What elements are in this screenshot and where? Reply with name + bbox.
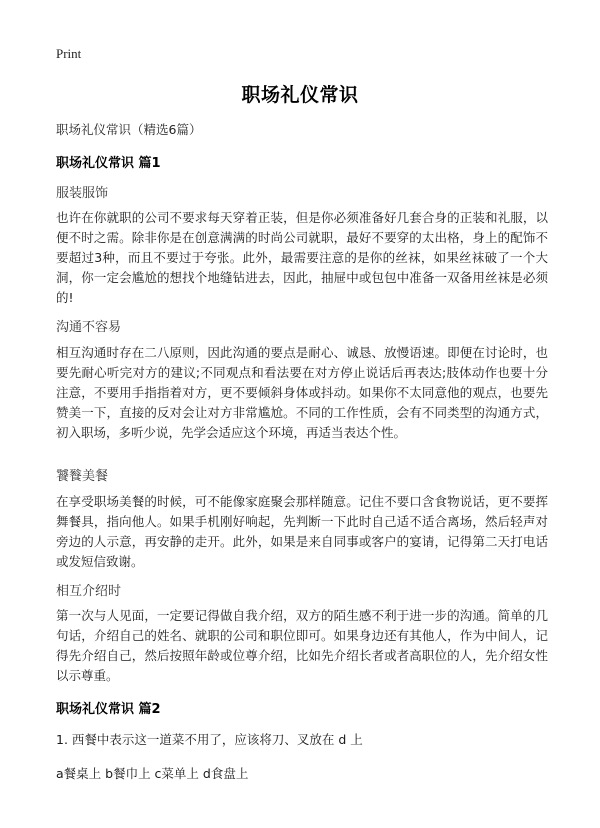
article-heading: 职场礼仪常识 篇1 [56,156,161,171]
page-title: 职场礼仪常识 [241,84,359,106]
section-title-communication: 沟通不容易 [56,320,122,335]
section-title-dining: 饕餮美餐 [56,469,109,484]
section-body-dining: 在享受职场美餐的时候，可不能像家庭聚会那样随意。记住不要口含食物说话，更不要挥舞餐具，指向他人。如果手机刚好响起，先判断一下此时自己适不适合离场，然后轻声对旁边的人示意，再安静的走开。此外，如果是来自同事或客户的宴请，记得第二天打电话或发短信致谢。 [56,494,548,569]
section-body-communication: 相互沟通时存在二八原则，因此沟通的要点是耐心、诚恳、放慢语速。即便在讨论时，也要先耐心听完对方的建议;不同观点和看法要在对方停止说话后再表达;肢体动作也要十分注意，不要用手指指着对方，更不要倾斜身体或抖动。如果你不太同意他的观点，也要先赞美一下，直接的反对会让对方非常尴尬。不同的工作性质，会有不同类型的沟通方式，初入职场，多听少说，先学会适应这个环境，再适当表达个性。 [56,345,548,440]
section-title-introductions: 相互介绍时 [56,584,122,599]
quiz-question: 1. 西餐中表示这一道菜不用了，应该将刀、叉放在 d 上 [56,732,363,747]
article-heading-2: 职场礼仪常识 篇2 [56,702,161,717]
section-body-introductions: 第一次与人见面，一定要记得做自我介绍，双方的陌生感不利于进一步的沟通。简单的几句话，介绍自己的姓名、就职的公司和职位即可。如果身边还有其他人，作为中间人，记得先介绍自己，然后按照年龄或位尊介绍，比如先介绍长者或者高职位的人，先介绍女性以示尊重。 [56,608,548,683]
print-link[interactable]: Print [56,46,82,61]
quiz-options: a餐桌上 b餐巾上 c菜单上 d食盘上 [56,766,249,781]
page-subtitle: 职场礼仪常识（精选6篇） [56,122,202,137]
section-title-clothing: 服装服饰 [56,186,109,201]
section-body-clothing: 也许在你就职的公司不要求每天穿着正装，但是你必须准备好几套合身的正装和礼服，以便不时之需。除非你是在创意满满的时尚公司就职，最好不要穿的太出格，身上的配饰不要超过3种，而且不要过于夸张。此外，最需要注意的是你的丝袜，如果丝袜破了一个大洞，你一定会尴尬的想找个地缝钻进去，因此，抽屉中或包包中准备一双备用丝袜是必须的! [56,210,548,305]
